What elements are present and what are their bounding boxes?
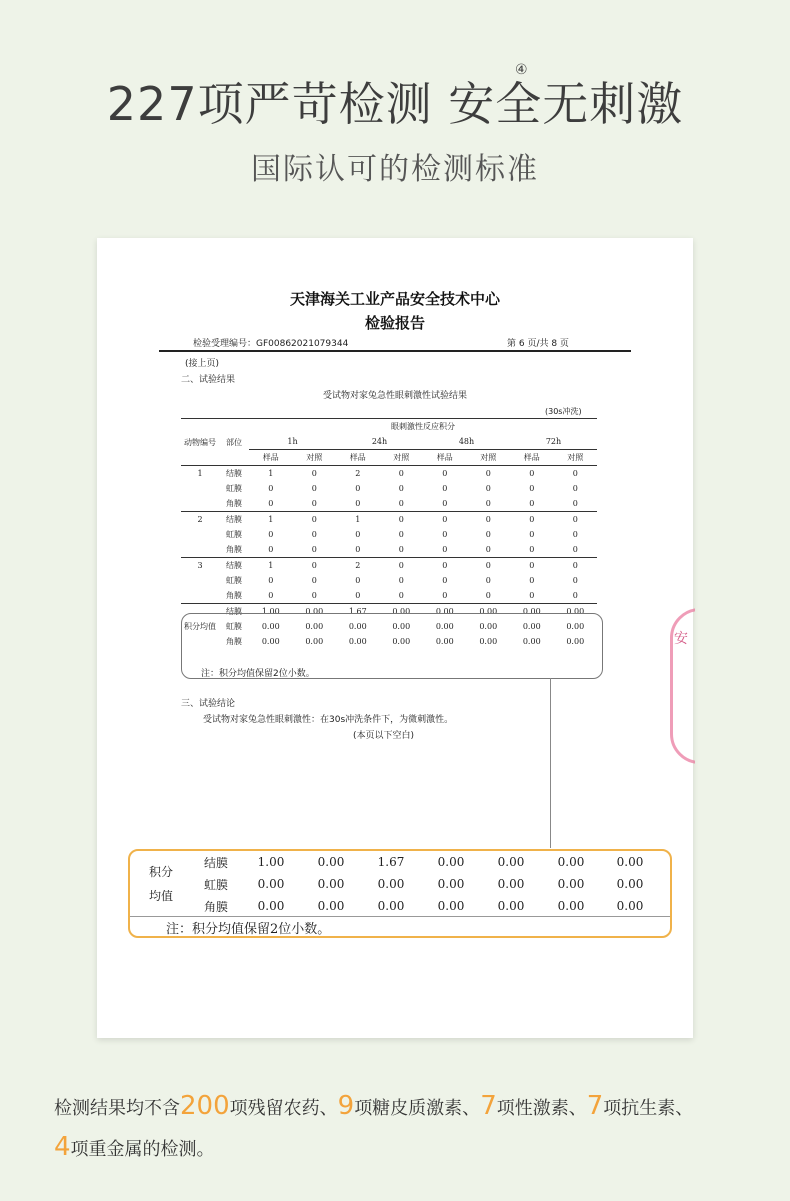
score-cell: 0 <box>311 530 317 539</box>
zoom-cell: 1.67 <box>377 855 405 869</box>
score-cell: 0 <box>380 466 424 482</box>
conclusion-text: 受试物对家兔急性眼刺激性：在30s冲洗条件下，为微刺激性。 <box>203 715 454 725</box>
highlight-number: 4 <box>54 1132 71 1162</box>
summary-text: 项重金属的检测。 <box>70 1139 215 1160</box>
table-row <box>181 496 597 512</box>
score-cell: 0 <box>355 484 361 493</box>
footer-summary <box>54 1087 754 1169</box>
header-subcol: 样品 <box>249 450 293 466</box>
score-cell: 0 <box>398 484 404 493</box>
animal-id <box>181 527 219 542</box>
average-cell: 0.00 <box>261 637 280 646</box>
score-cell: 0 <box>529 530 535 539</box>
average-cell: 0.00 <box>467 604 511 620</box>
score-cell: 0 <box>485 591 491 600</box>
zoom-cell: 0.00 <box>317 877 345 891</box>
average-note: 注：积分均值保留2位小数。 <box>201 669 315 679</box>
summary-text: 项糖皮质激素、 <box>354 1098 481 1119</box>
score-cell: 0 <box>311 499 317 508</box>
score-cell: 0 <box>268 499 274 508</box>
score-cell: 0 <box>442 545 448 554</box>
header-part: 部位 <box>219 419 249 466</box>
score-cell: 0 <box>572 530 578 539</box>
score-cell: 0 <box>293 512 337 528</box>
header-subcol: 对照 <box>380 450 424 466</box>
summary-text: 检测结果均不含 <box>54 1098 180 1119</box>
score-cell: 0 <box>355 545 361 554</box>
score-cell: 0 <box>442 499 448 508</box>
eye-part: 角膜 <box>226 591 242 600</box>
zoom-cell: 0.00 <box>557 899 585 913</box>
average-cell: 0.00 <box>348 637 367 646</box>
score-cell: 0 <box>554 558 598 574</box>
zoom-cell: 0.00 <box>257 877 285 891</box>
zoom-cell: 0.00 <box>616 855 644 869</box>
score-cell: 0 <box>398 576 404 585</box>
highlight-number: 7 <box>586 1091 604 1121</box>
score-cell: 0 <box>529 484 535 493</box>
zoom-cell: 0.00 <box>497 877 525 891</box>
average-cell: 0.00 <box>261 622 280 631</box>
callout-connector <box>550 678 551 848</box>
score-cell: 0 <box>398 591 404 600</box>
score-cell: 2 <box>336 466 380 482</box>
zoomed-average-callout <box>128 849 672 938</box>
report-organization: 天津海关工业产品安全技术中心 <box>289 290 500 308</box>
table-row <box>181 466 597 482</box>
score-cell: 2 <box>336 558 380 574</box>
header-rule <box>159 350 631 352</box>
score-cell: 0 <box>510 512 554 528</box>
score-cell: 0 <box>572 484 578 493</box>
zoom-cell: 0.00 <box>557 877 585 891</box>
score-cell: 0 <box>442 484 448 493</box>
score-cell: 0 <box>485 545 491 554</box>
zoom-cell: 0.00 <box>437 877 465 891</box>
zoom-cell: 0.00 <box>257 899 285 913</box>
table-row <box>181 542 597 558</box>
zoom-row <box>130 851 660 873</box>
zoom-cell: 0.00 <box>616 899 644 913</box>
score-cell: 0 <box>572 591 578 600</box>
score-cell: 0 <box>380 558 424 574</box>
circled-footnote-mark: ④ <box>515 62 528 78</box>
eye-part: 角膜 <box>226 637 242 646</box>
animal-id <box>181 573 219 588</box>
header-subcol: 样品 <box>423 450 467 466</box>
average-cell: 0.00 <box>510 604 554 620</box>
score-cell: 0 <box>311 591 317 600</box>
score-cell: 0 <box>510 558 554 574</box>
average-cell: 0.00 <box>435 637 454 646</box>
average-cell: 0.00 <box>554 604 598 620</box>
score-cell: 1 <box>249 512 293 528</box>
score-cell: 0 <box>355 530 361 539</box>
table-row <box>181 573 597 588</box>
results-table-title: 受试物对家兔急性眼刺激性试验结果 <box>322 391 467 401</box>
wash-condition-note: (30s冲洗) <box>545 407 582 416</box>
zoom-label <box>130 851 192 917</box>
summary-text: 项残留农药、 <box>229 1098 338 1119</box>
average-cell: 0.00 <box>392 622 411 631</box>
score-cell: 0 <box>572 545 578 554</box>
score-cell: 0 <box>529 591 535 600</box>
average-label: 积分均值 <box>181 604 219 650</box>
score-cell: 0 <box>529 499 535 508</box>
animal-id <box>181 496 219 512</box>
score-cell: 0 <box>442 576 448 585</box>
score-cell: 0 <box>398 530 404 539</box>
average-cell: 0.00 <box>380 604 424 620</box>
score-cell: 0 <box>311 545 317 554</box>
score-cell: 0 <box>485 576 491 585</box>
score-cell: 1 <box>249 466 293 482</box>
average-cell: 0.00 <box>305 622 324 631</box>
zoom-cell: 1.00 <box>257 855 285 869</box>
average-cell: 0.00 <box>305 637 324 646</box>
table-row <box>181 481 597 496</box>
table-row <box>181 512 597 528</box>
zoom-label-line: 均值 <box>148 889 173 903</box>
acceptance-number: 检验受理编号：GF00862021079344 <box>193 339 349 349</box>
score-cell: 0 <box>268 576 274 585</box>
summary-text: 项性激素、 <box>496 1098 587 1119</box>
zoom-cell: 0.00 <box>497 855 525 869</box>
zoom-cell: 0.00 <box>377 899 405 913</box>
summary-text: 项抗生素、 <box>603 1098 694 1119</box>
official-seal <box>670 608 695 768</box>
score-cell: 0 <box>572 499 578 508</box>
score-cell: 0 <box>510 466 554 482</box>
eye-part: 虹膜 <box>226 484 242 493</box>
header-animal: 动物编号 <box>181 419 219 466</box>
average-cell: 0.00 <box>522 622 541 631</box>
highlight-number: 9 <box>337 1091 355 1121</box>
seal-text: 安 <box>674 631 688 647</box>
average-cell: 0.00 <box>423 604 467 620</box>
score-cell: 1 <box>336 512 380 528</box>
score-cell: 0 <box>423 558 467 574</box>
header-subcol: 对照 <box>293 450 337 466</box>
score-cell: 0 <box>529 576 535 585</box>
score-cell: 0 <box>311 576 317 585</box>
page-counter: 第 6 页/共 8 页 <box>507 339 569 349</box>
score-cell: 0 <box>268 591 274 600</box>
section-results-heading: 二、试验结果 <box>181 375 236 385</box>
zoom-cell: 0.00 <box>497 899 525 913</box>
score-cell: 0 <box>442 530 448 539</box>
score-cell: 0 <box>355 499 361 508</box>
animal-id <box>181 588 219 604</box>
eye-part: 结膜 <box>219 512 249 528</box>
section-conclusion-heading: 三、试验结论 <box>181 699 236 709</box>
zoom-row <box>130 873 660 895</box>
score-cell: 0 <box>380 512 424 528</box>
average-cell: 0.00 <box>566 622 585 631</box>
zoom-cell: 0.00 <box>437 855 465 869</box>
header-score: 眼刺激性反应积分 <box>249 419 597 435</box>
header-subcol: 对照 <box>467 450 511 466</box>
zoom-cell: 0.00 <box>317 899 345 913</box>
average-cell: 1.67 <box>336 604 380 620</box>
score-cell: 0 <box>423 466 467 482</box>
eye-part: 结膜 <box>219 604 249 620</box>
zoom-cell: 0.00 <box>437 899 465 913</box>
page-subtitle: 国际认可的检测标准 <box>251 152 539 187</box>
score-cell: 0 <box>268 484 274 493</box>
eye-part: 虹膜 <box>226 576 242 585</box>
score-cell: 0 <box>293 466 337 482</box>
highlight-number: 7 <box>480 1091 497 1121</box>
animal-id <box>181 542 219 558</box>
score-cell: 0 <box>467 466 511 482</box>
header-subcol: 样品 <box>336 450 380 466</box>
eye-part: 结膜 <box>219 558 249 574</box>
score-cell: 0 <box>398 545 404 554</box>
score-cell: 1 <box>249 558 293 574</box>
score-cell: 0 <box>442 591 448 600</box>
score-cell: 0 <box>554 466 598 482</box>
animal-id: 2 <box>181 512 219 528</box>
table-row <box>181 527 597 542</box>
zoom-note: 注：积分均值保留2位小数。 <box>166 922 331 937</box>
zoom-part: 角膜 <box>203 899 228 914</box>
header-time: 24h <box>336 434 423 450</box>
score-cell: 0 <box>311 484 317 493</box>
score-cell: 0 <box>529 545 535 554</box>
header-time: 1h <box>249 434 336 450</box>
continued-note: (接上页) <box>185 359 220 369</box>
page-headline: 227项严苛检测 安全无刺激 <box>106 77 684 131</box>
zoom-part: 结膜 <box>203 855 228 870</box>
zoom-label-line: 积分 <box>148 865 173 879</box>
highlight-number: 200 <box>180 1091 230 1121</box>
average-cell: 0.00 <box>392 637 411 646</box>
score-cell: 0 <box>293 558 337 574</box>
zoom-row <box>130 895 660 917</box>
eye-part: 角膜 <box>226 499 242 508</box>
animal-id: 3 <box>181 558 219 574</box>
eye-part: 虹膜 <box>226 622 242 631</box>
table-row <box>181 588 597 604</box>
score-cell: 0 <box>485 530 491 539</box>
average-cell: 0.00 <box>522 637 541 646</box>
score-cell: 0 <box>485 499 491 508</box>
score-cell: 0 <box>467 512 511 528</box>
average-cell: 1.00 <box>249 604 293 620</box>
header-time: 48h <box>423 434 510 450</box>
average-cell: 0.00 <box>348 622 367 631</box>
average-cell: 0.00 <box>479 637 498 646</box>
animal-id: 1 <box>181 466 219 482</box>
zoom-separator <box>130 916 670 917</box>
score-cell: 0 <box>467 558 511 574</box>
header-subcol: 样品 <box>510 450 554 466</box>
eye-part: 虹膜 <box>226 530 242 539</box>
eye-part: 结膜 <box>219 466 249 482</box>
zoomed-average-table <box>130 851 660 917</box>
score-cell: 0 <box>355 576 361 585</box>
table-row <box>181 558 597 574</box>
header-subcol: 对照 <box>554 450 598 466</box>
zoom-cell: 0.00 <box>616 877 644 891</box>
score-cell: 0 <box>355 591 361 600</box>
animal-id <box>181 481 219 496</box>
score-cell: 0 <box>268 530 274 539</box>
zoom-cell: 0.00 <box>317 855 345 869</box>
average-cell: 0.00 <box>293 604 337 620</box>
average-cell: 0.00 <box>566 637 585 646</box>
score-cell: 0 <box>423 512 467 528</box>
eye-part: 角膜 <box>226 545 242 554</box>
zoom-cell: 0.00 <box>377 877 405 891</box>
score-cell: 0 <box>485 484 491 493</box>
score-cell: 0 <box>398 499 404 508</box>
average-cell: 0.00 <box>479 622 498 631</box>
score-cell: 0 <box>572 576 578 585</box>
score-cell: 0 <box>268 545 274 554</box>
zoom-part: 虹膜 <box>203 877 228 892</box>
average-cell: 0.00 <box>435 622 454 631</box>
header-time: 72h <box>510 434 597 450</box>
blank-below-note: (本页以下空白) <box>353 731 415 741</box>
report-title: 检验报告 <box>364 314 425 332</box>
zoom-cell: 0.00 <box>557 855 585 869</box>
score-cell: 0 <box>554 512 598 528</box>
